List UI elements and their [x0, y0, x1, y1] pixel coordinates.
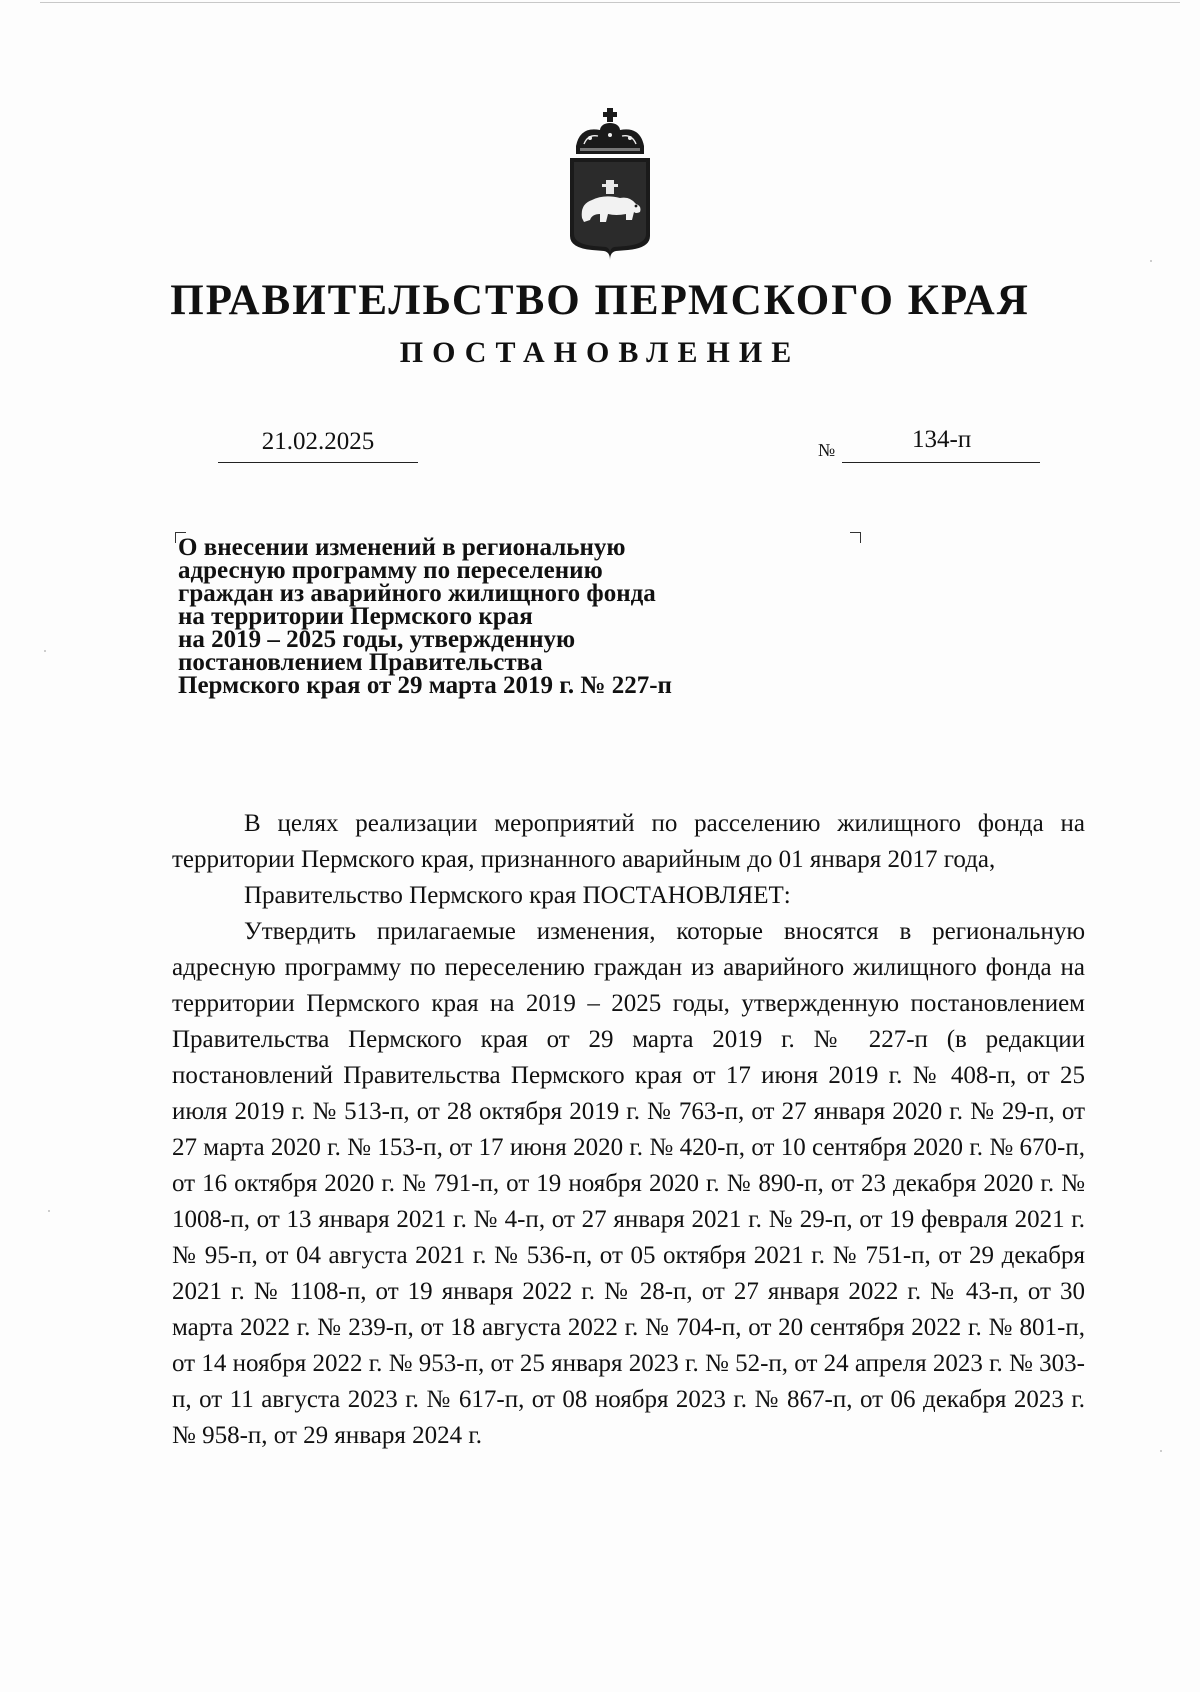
subject-line: граждан из аварийного жилищного фонда: [178, 580, 656, 607]
document-number: 134-п: [912, 426, 972, 453]
document-type-title: ПОСТАНОВЛЕНИЕ: [399, 336, 801, 369]
subject-line: постановлением Правительства: [178, 649, 543, 676]
document-subject: [178, 536, 778, 697]
government-title: ПРАВИТЕЛЬСТВО ПЕРМСКОГО КРАЯ: [170, 277, 1030, 324]
perm-krai-coat-of-arms-icon: [566, 108, 654, 260]
bracket-corner-left: [175, 532, 186, 543]
subject-line: Пермского края от 29 марта 2019 г. № 227-п: [178, 672, 672, 699]
number-label: №: [818, 440, 836, 460]
body-paragraph-resolves: Правительство Пермского края ПОСТАНОВЛЯЕТ:: [244, 882, 791, 909]
body-paragraph-purpose: В целях реализации мероприятий по расселению жилищного фонда на территории Пермского края, признанного аварийным до 01 января 2017 года,: [172, 810, 1085, 873]
body-text: [172, 806, 1085, 1454]
subject-line: на территории Пермского края: [178, 603, 533, 630]
body-paragraph-approve: Утвердить прилагаемые изменения, которые вносятся в региональную адресную программу по переселению граждан из аварийного жилищного фонда на территории Пермского края на 2019 – 2025 годы, утвержденную постановлением Правительства Пермского края от 29 марта 2019 г. № 227-п (в редакции постановлений Правительства Пермского края от 17 июня 2019 г. № 408-п, от 25 июля 2019 г. № 513-п, от 28 октября 2019 г. № 763-п, от 27 января 2020 г. № 29-п, от 27 марта 2020 г. № 153-п, от 17 июня 2020 г. № 420-п, от 10 сентября 2020 г. № 670-п, от 16 октября 2020 г. № 791-п, от 19 ноября 2020 г. № 890-п, от 23 декабря 2020 г. № 1008-п, от 13 января 2021 г. № 4-п, от 27 января 2021 г. № 29-п, от 19 февраля 2021 г. № 95-п, от 04 августа 2021 г. № 536-п, от 05 октября 2021 г. № 751-п, от 29 декабря 2021 г. № 1108-п, от 19 января 2022 г. № 28-п, от 27 января 2022 г. № 43-п, от 30 марта 2022 г. № 239-п, от 18 августа 2022 г. № 704-п, от 20 сентября 2022 г. № 801-п, от 14 ноября 2022 г. № 953-п, от 25 января 2023 г. № 52-п, от 24 апреля 2023 г. № 303-п, от 11 августа 2023 г. № 617-п, от 08 ноября 2023 г. № 867-п, от 06 декабря 2023 г. № 958-п, от 29 января 2024 г.: [172, 918, 1085, 1449]
scan-speck: [1150, 260, 1152, 262]
scan-speck: [1160, 1450, 1162, 1452]
scan-speck: [48, 1210, 50, 1212]
bracket-corner-right: [850, 532, 861, 543]
subject-line: на 2019 – 2025 годы, утвержденную: [178, 626, 576, 653]
document-number-field: [842, 426, 1040, 463]
document-date: 21.02.2025: [218, 428, 418, 463]
subject-line: О внесении изменений в региональную: [178, 534, 626, 561]
subject-line: адресную программу по переселению: [178, 557, 603, 584]
scan-speck: [44, 650, 46, 652]
crown-icon: [576, 108, 644, 154]
scan-edge: [40, 2, 1180, 3]
